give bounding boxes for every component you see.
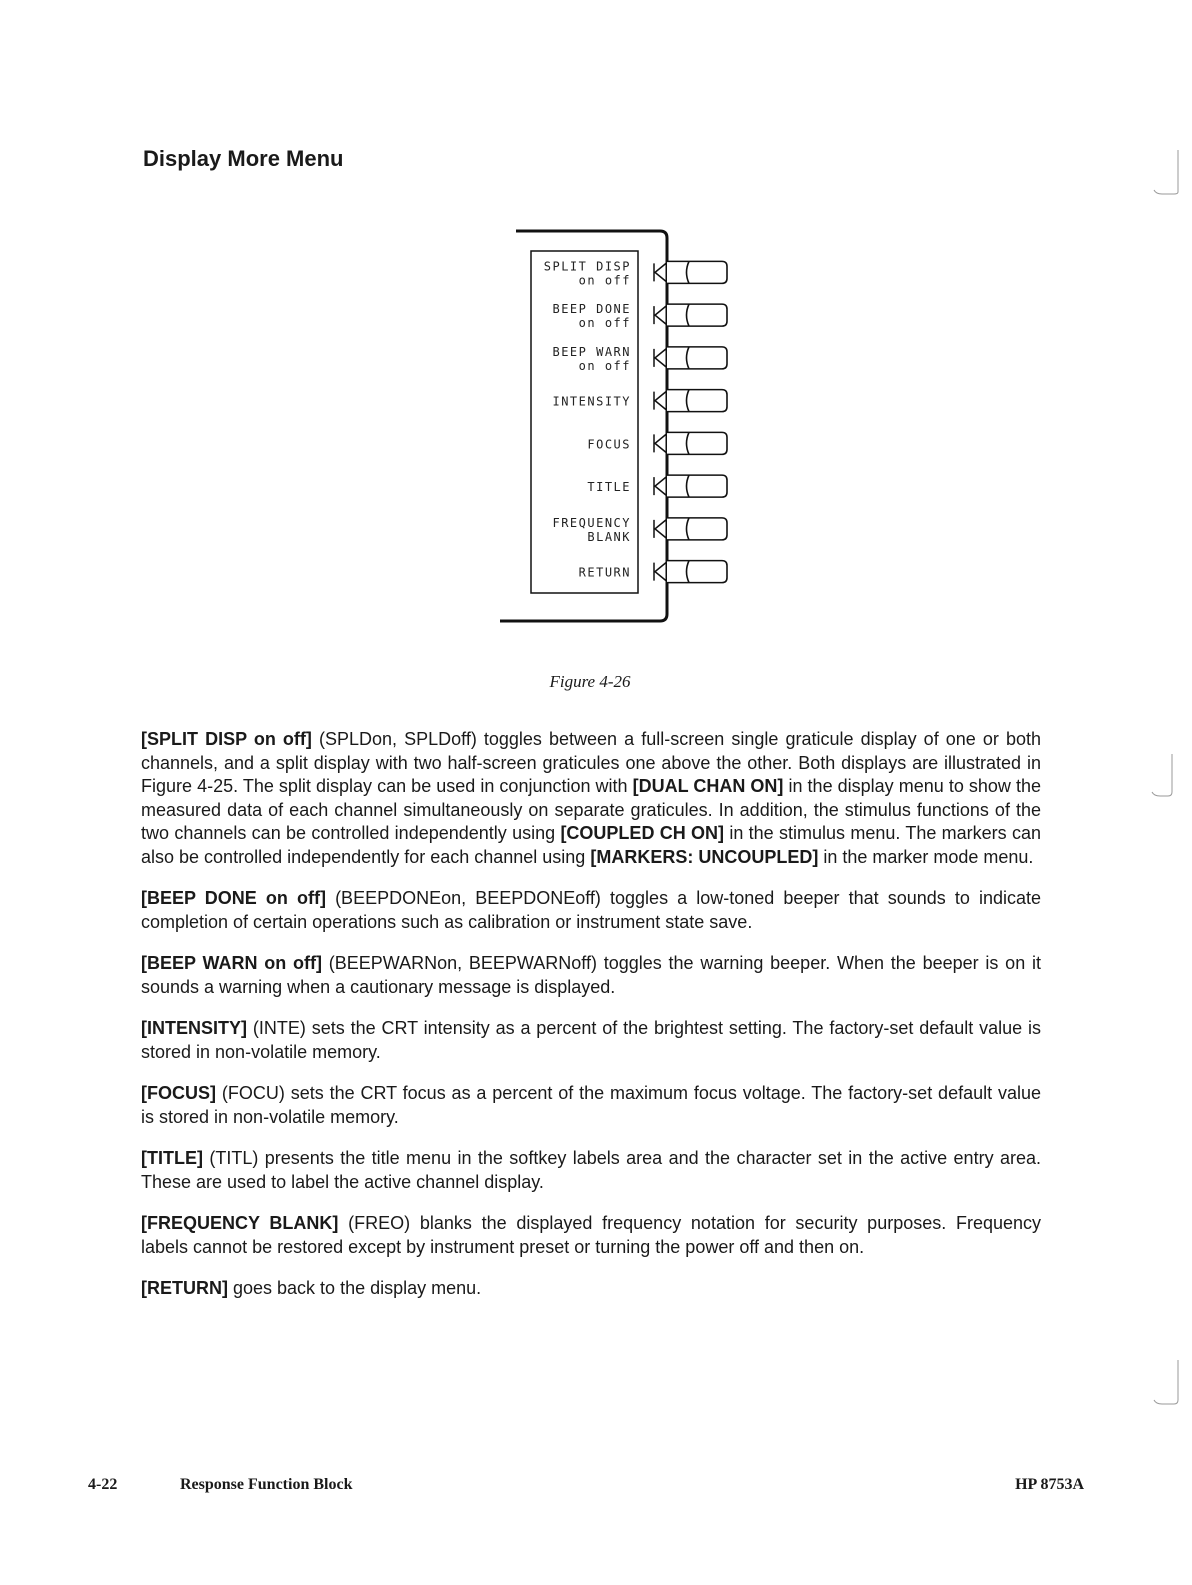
softkey-label: INTENSITY <box>552 394 631 409</box>
softkey-label-line2: on off <box>578 316 631 331</box>
softkey-label: RETURN <box>578 565 631 580</box>
text-focus: (FOCU) sets the CRT focus as a percent of the maximum focus voltage. The factory-set default value is stored in non-volatile memory. <box>141 1083 1041 1127</box>
key-beep-done: [BEEP DONE on off] <box>141 888 326 908</box>
softkey-button[interactable] <box>667 561 727 583</box>
softkey-arrow-icon <box>654 520 666 538</box>
softkey-label-line1: BEEP WARN <box>552 344 631 359</box>
softkey-arrow-icon <box>654 306 666 324</box>
softkey-label: TITLE <box>587 480 631 495</box>
text-title: (TITL) presents the title menu in the softkey labels area and the character set in the active entry area. These are used to label the active channel display. <box>141 1148 1041 1192</box>
text-split-4: in the marker mode menu. <box>818 846 1034 867</box>
key-coupled-ch: [COUPLED CH ON] <box>560 823 725 843</box>
text-return: goes back to the display menu. <box>228 1278 482 1298</box>
key-split-disp: [SPLIT DISP on off] <box>141 729 312 749</box>
text-split-1: (SPLDon, SPLDoff) toggles between a full-screen single graticule display of one or both channels, and a split display with two half-screen graticules one above the other. Both displays are illustrated in Figure 4-25. The split display can be used in conjunction with <box>141 729 1042 796</box>
softkey-button[interactable] <box>667 347 727 369</box>
softkey-label-line2: on off <box>578 273 631 288</box>
binder-mark-icon <box>1150 148 1180 198</box>
paragraph-beep-done <box>141 887 1041 934</box>
text-split-2: in the display menu to show the measured data of each channel simultaneously on separate graticules. In addition, the stimulus functions of the two channels can be controlled independently using <box>141 776 1042 843</box>
paragraph-intensity <box>141 1017 1041 1064</box>
key-focus: [FOCUS] <box>141 1083 216 1103</box>
paragraph-title <box>141 1147 1041 1194</box>
softkey-label-line1: FREQUENCY <box>552 515 631 530</box>
paragraph-beep-warn <box>141 952 1041 999</box>
paragraph-return <box>141 1277 1041 1301</box>
body-text <box>141 728 1041 1319</box>
softkey-arrow-icon <box>654 263 666 281</box>
softkey-button[interactable] <box>667 432 727 454</box>
softkey-label: FOCUS <box>587 437 631 452</box>
softkey-button[interactable] <box>667 475 727 497</box>
softkey-button[interactable] <box>667 390 727 412</box>
page-number: 4-22 <box>88 1476 118 1493</box>
figure-caption: Figure 4-26 <box>549 672 631 691</box>
softkey-label-line1: SPLIT DISP <box>543 259 631 274</box>
binder-mark-icon <box>1150 1358 1180 1408</box>
softkey-arrow-icon <box>654 434 666 452</box>
product-name: HP 8753A <box>1015 1476 1084 1493</box>
key-title: [TITLE] <box>141 1148 203 1168</box>
softkey-button[interactable] <box>667 518 727 540</box>
text-beep-warn: (BEEPWARNon, BEEPWARNoff) toggles the warning beeper. When the beeper is on it sounds a warning when a cautionary message is displayed. <box>141 953 1041 997</box>
softkey-label-line1: BEEP DONE <box>552 302 631 317</box>
softkey-button[interactable] <box>667 261 727 283</box>
key-return: [RETURN] <box>141 1278 228 1298</box>
key-dual-chan: [DUAL CHAN ON] <box>632 776 784 796</box>
key-beep-warn: [BEEP WARN on off] <box>141 953 322 973</box>
section-title: Display More Menu <box>143 146 344 171</box>
softkey-arrow-icon <box>654 477 666 495</box>
text-beep-done: (BEEPDONEon, BEEPDONEoff) toggles a low-toned beeper that sounds to indicate completion of certain operations such as calibration or instrument state save. <box>141 888 1041 932</box>
softkey-button[interactable] <box>667 304 727 326</box>
softkey-menu-figure <box>0 0 1192 700</box>
softkey-arrow-icon <box>654 349 666 367</box>
paragraph-focus <box>141 1082 1041 1129</box>
paragraph-split-disp <box>141 728 1041 869</box>
softkey-label-line2: BLANK <box>587 529 631 544</box>
binder-mark-icon <box>1150 752 1180 802</box>
paragraph-frequency-blank <box>141 1212 1041 1259</box>
softkey-label-line2: on off <box>578 358 631 373</box>
text-intensity: (INTE) sets the CRT intensity as a percent of the brightest setting. The factory-set default value is stored in non-volatile memory. <box>141 1018 1041 1062</box>
key-markers-uncoupled: [MARKERS: UNCOUPLED] <box>590 846 819 867</box>
text-frequency-blank: (FREO) blanks the displayed frequency notation for security purposes. Frequency labels cannot be restored except by instrument preset or turning the power off and then on. <box>141 1213 1042 1257</box>
key-intensity: [INTENSITY] <box>141 1018 247 1038</box>
key-frequency-blank: [FREQUENCY BLANK] <box>141 1213 339 1233</box>
softkey-arrow-icon <box>654 563 666 581</box>
chapter-title: Response Function Block <box>180 1476 353 1493</box>
text-split-3: in the stimulus menu. The markers can also be controlled independently for each channel using <box>141 823 1041 867</box>
softkey-arrow-icon <box>654 392 666 410</box>
